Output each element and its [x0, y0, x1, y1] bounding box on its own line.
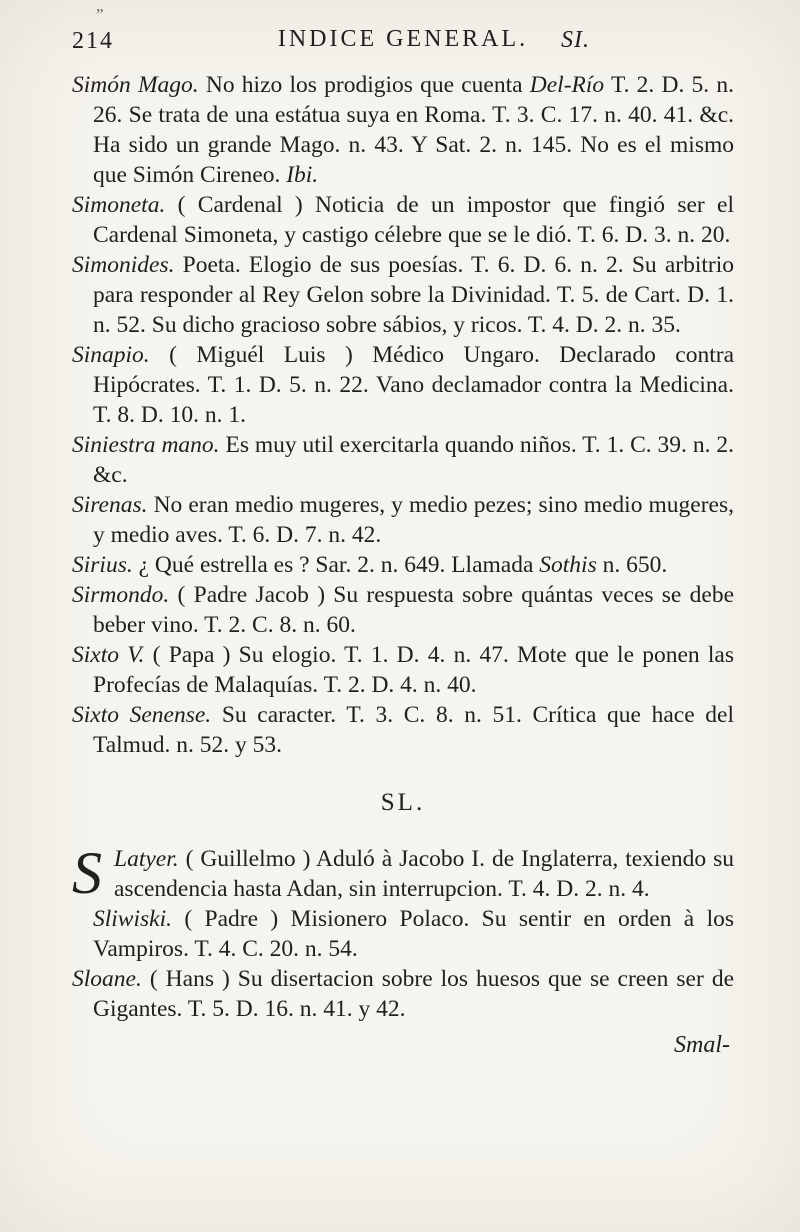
index-entry [72, 640, 734, 700]
index-entry [72, 340, 734, 430]
index-entry [72, 190, 734, 250]
entry-headword: Simoneta. [72, 192, 166, 218]
entry-text: No eran medio mugeres, y medio pezes; sino medio mugeres, y medio aves. T. 6. D. 7. n. 42. [93, 492, 734, 548]
page-title: INDICE GENERAL. [277, 26, 529, 52]
entry-text: Poeta. Elogio de sus poesías. T. 6. D. 6. n. 2. Su arbitrio para responder al Rey Gelon sobre la Divinidad. T. 5. de Cart. D. 1. n. 52. Su dicho gracioso sobre sábios, y ricos. T. 4. D. 2. n. 35. [93, 252, 734, 338]
entry-text: T. 2. D. 5. n. 26. Se trata de una estátua suya en Roma. T. 3. C. 17. n. 40. 41. &c. Ha sido un grande Mago. n. 43. Y Sat. 2. n. 145. No es el mismo que Simón Cireneo. [93, 72, 734, 188]
scan-artifact-mark: ” [96, 5, 104, 24]
index-entry [72, 580, 734, 640]
index-entry [72, 904, 734, 964]
index-entry [72, 840, 734, 906]
entry-text: n. 650. [596, 552, 668, 578]
index-entry [72, 430, 734, 490]
entry-italic-term: Ibi. [286, 162, 319, 188]
entry-text: Es muy util exercitarla quando niños. T. 1. C. 39. n. 2. &c. [93, 432, 734, 488]
entry-headword: Sirius. [72, 552, 133, 578]
index-entry [72, 964, 734, 1024]
section-heading: SL. [380, 789, 426, 816]
entry-italic-term: Sothis [539, 552, 597, 578]
index-entry [72, 490, 734, 550]
entry-headword: Latyer. [114, 846, 179, 872]
index-body [72, 70, 734, 1024]
entry-text: ( Papa ) Su elogio. T. 1. D. 4. n. 47. Mote que le ponen las Profecías de Malaquías. T. 2. D. 4. n. 40. [93, 642, 734, 698]
entry-headword: Simonides. [72, 252, 175, 278]
entry-text: ( Hans ) Su disertacion sobre los huesos que se creen ser de Gigantes. T. 5. D. 16. n. 41. y 42. [93, 966, 734, 1022]
entry-text: ( Guillelmo ) Aduló à Jacobo I. de Inglaterra, texiendo su ascendencia hasta Adan, sin interrupcion. T. 4. D. 2. n. 4. [114, 846, 734, 902]
index-entry [72, 70, 734, 190]
entry-headword: Sloane. [72, 966, 142, 992]
page-number: 214 [72, 28, 114, 54]
entry-headword: Sirmondo. [72, 582, 170, 608]
index-entry [72, 250, 734, 340]
index-entry [72, 700, 734, 760]
entry-headword: Sinapio. [72, 342, 150, 368]
running-header [72, 26, 734, 60]
dropcap-initial: S [72, 840, 102, 906]
entry-text: ( Padre Jacob ) Su respuesta sobre quántas veces se debe beber vino. T. 2. C. 8. n. 60. [93, 582, 734, 638]
entry-text: ( Padre ) Misionero Polaco. Su sentir en orden à los Vampiros. T. 4. C. 20. n. 54. [93, 906, 734, 962]
entry-text: ( Cardenal ) Noticia de un impostor que fingió ser el Cardenal Simoneta, y castigo célebre que se le dió. T. 6. D. 3. n. 20. [93, 192, 734, 248]
entry-text: ¿ Qué estrella es ? Sar. 2. n. 649. Llamada [132, 552, 540, 578]
entry-headword: Sliwiski. [93, 906, 172, 932]
entry-text: Su caracter. T. 3. C. 8. n. 51. Crítica que hace del Talmud. n. 52. y 53. [93, 702, 734, 758]
section-marker: SI. [561, 27, 590, 53]
entry-headword: Sixto V. [72, 642, 145, 668]
entry-headword: Siniestra mano. [72, 432, 220, 458]
entry-italic-term: Del-Río [529, 72, 605, 98]
entry-headword: Sirenas. [72, 492, 148, 518]
entry-headword: Sixto Senense. [72, 702, 212, 728]
entry-text: No hizo los prodigios que cuenta [198, 72, 530, 98]
entry-headword: Simón Mago. [72, 72, 199, 98]
index-entry [72, 550, 734, 580]
entry-text: ( Miguél Luis ) Médico Ungaro. Declarado contra Hipócrates. T. 1. D. 5. n. 22. Vano declamador contra la Medicina. T. 8. D. 10. n. 1. [93, 342, 734, 428]
catchword: Smal- [674, 1032, 730, 1058]
